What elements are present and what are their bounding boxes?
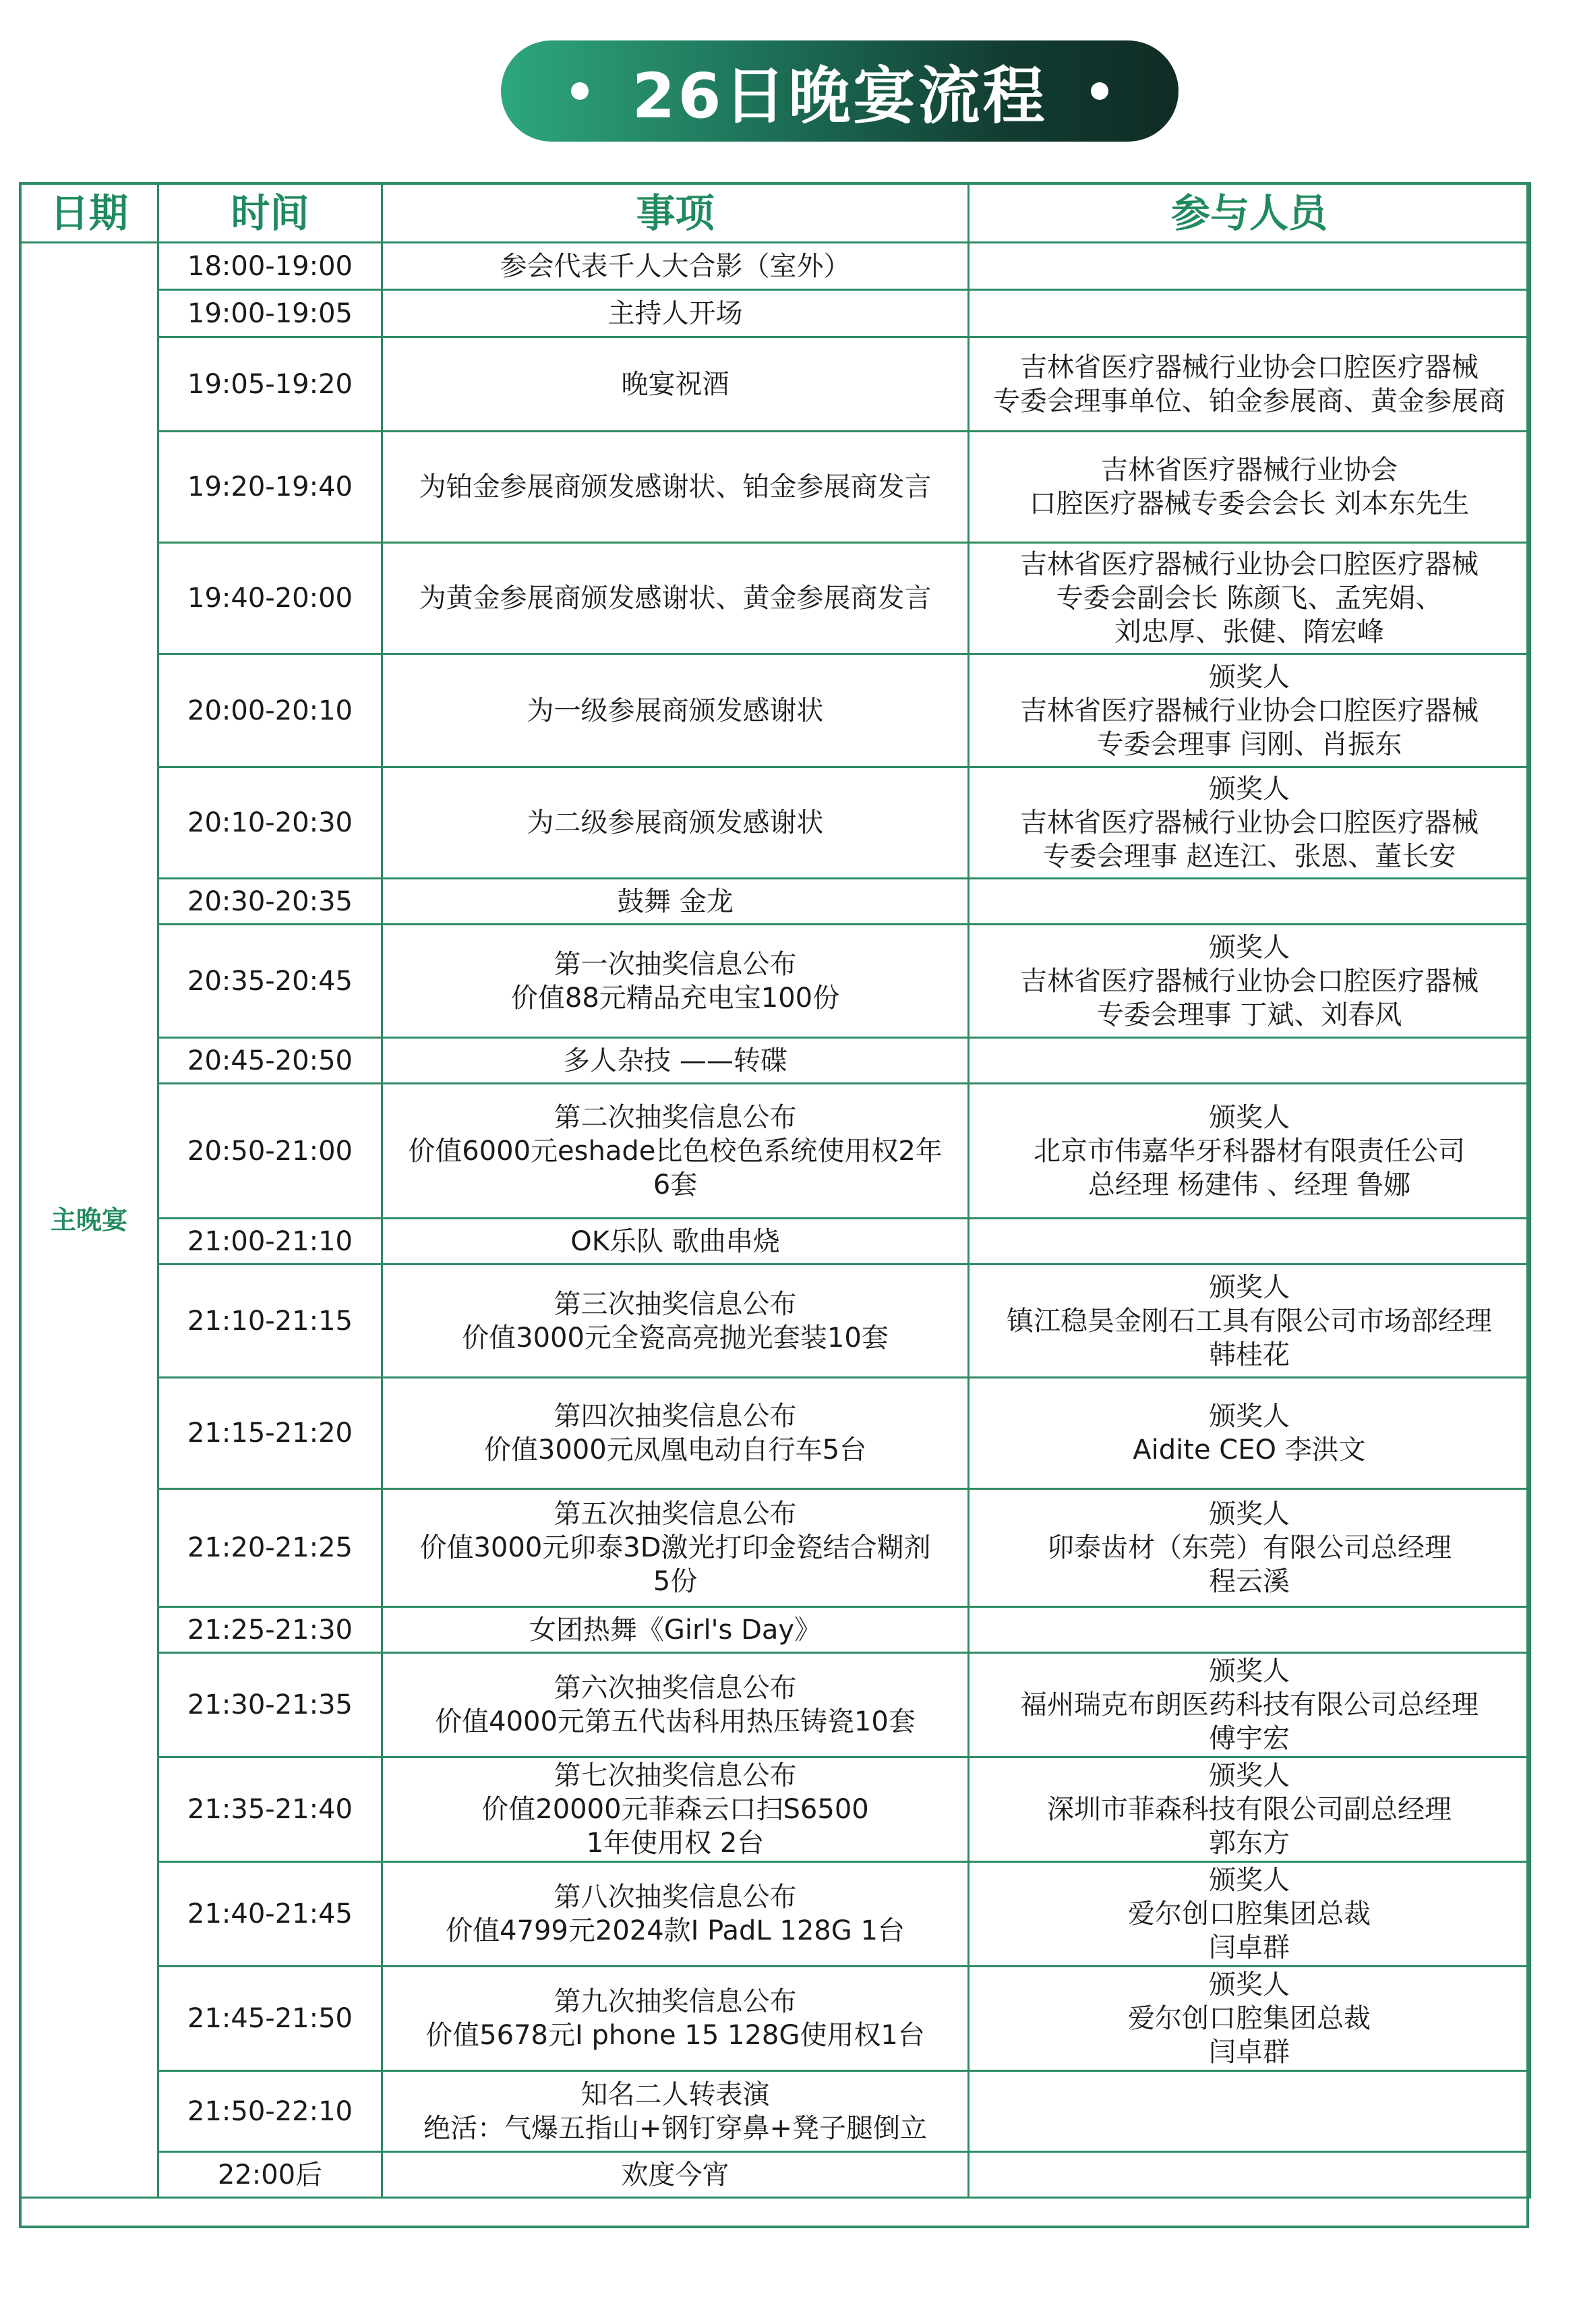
time-cell: 18:00-19:00 xyxy=(158,243,382,290)
time-cell: 21:45-21:50 xyxy=(158,1967,382,2071)
item-cell: 鼓舞 金龙 xyxy=(382,879,969,925)
table-row xyxy=(20,1967,1530,2071)
table-row xyxy=(20,879,1530,925)
header-date: 日期 xyxy=(20,183,158,243)
table-row xyxy=(20,543,1530,654)
people-cell xyxy=(969,243,1530,290)
item-cell: 第五次抽奖信息公布 价值3000元卯泰3D激光打印金瓷结合糊剂 5份 xyxy=(382,1489,969,1607)
table-row xyxy=(20,1038,1530,1084)
time-cell: 21:25-21:30 xyxy=(158,1607,382,1653)
item-cell: 第八次抽奖信息公布 价值4799元2024款I PadL 128G 1台 xyxy=(382,1862,969,1967)
table-header-row xyxy=(20,183,1530,243)
table-row xyxy=(20,1757,1530,1862)
schedule-table xyxy=(19,182,1531,2199)
item-cell: 为黄金参展商颁发感谢状、黄金参展商发言 xyxy=(382,543,969,654)
item-cell: 女团热舞《Girl's Day》 xyxy=(382,1607,969,1653)
people-cell xyxy=(969,290,1530,337)
people-cell xyxy=(969,879,1530,925)
header-people: 参与人员 xyxy=(969,183,1530,243)
people-cell: 吉林省医疗器械行业协会口腔医疗器械 专委会理事单位、铂金参展商、黄金参展商 xyxy=(969,337,1530,432)
time-cell: 21:30-21:35 xyxy=(158,1653,382,1757)
time-cell: 20:30-20:35 xyxy=(158,879,382,925)
item-cell: 第四次抽奖信息公布 价值3000元凤凰电动自行车5台 xyxy=(382,1378,969,1489)
people-cell xyxy=(969,1607,1530,1653)
header-item: 事项 xyxy=(382,183,969,243)
time-cell: 21:00-21:10 xyxy=(158,1219,382,1265)
time-cell: 20:50-21:00 xyxy=(158,1084,382,1219)
people-cell: 颁奖人 深圳市菲森科技有限公司副总经理 郭东方 xyxy=(969,1757,1530,1862)
time-cell: 22:00后 xyxy=(158,2152,382,2198)
item-cell: 晚宴祝酒 xyxy=(382,337,969,432)
item-cell: 第二次抽奖信息公布 价值6000元eshade比色校色系统使用权2年 6套 xyxy=(382,1084,969,1219)
bullet-dot-icon xyxy=(1091,82,1108,100)
table-row xyxy=(20,1607,1530,1653)
header-time: 时间 xyxy=(158,183,382,243)
item-cell: 第七次抽奖信息公布 价值20000元菲森云口扫S6500 1年使用权 2台 xyxy=(382,1757,969,1862)
table-row xyxy=(20,432,1530,543)
people-cell: 颁奖人 吉林省医疗器械行业协会口腔医疗器械 专委会理事 赵连江、张恩、董长安 xyxy=(969,767,1530,879)
item-cell: 欢度今宵 xyxy=(382,2152,969,2198)
people-cell: 颁奖人 镇江稳昊金刚石工具有限公司市场部经理 韩桂花 xyxy=(969,1265,1530,1378)
time-cell: 21:10-21:15 xyxy=(158,1265,382,1378)
people-cell xyxy=(969,1219,1530,1265)
item-cell: 第九次抽奖信息公布 价值5678元I phone 15 128G使用权1台 xyxy=(382,1967,969,2071)
time-cell: 19:40-20:00 xyxy=(158,543,382,654)
item-cell: 主持人开场 xyxy=(382,290,969,337)
item-cell: 第三次抽奖信息公布 价值3000元全瓷高亮抛光套装10套 xyxy=(382,1265,969,1378)
time-cell: 21:40-21:45 xyxy=(158,1862,382,1967)
time-cell: 20:35-20:45 xyxy=(158,925,382,1038)
people-cell xyxy=(969,2071,1530,2152)
time-cell: 19:05-19:20 xyxy=(158,337,382,432)
time-cell: 19:20-19:40 xyxy=(158,432,382,543)
table-row xyxy=(20,1489,1530,1607)
people-cell: 颁奖人 吉林省医疗器械行业协会口腔医疗器械 专委会理事 闫刚、肖振东 xyxy=(969,654,1530,767)
table-row xyxy=(20,290,1530,337)
item-cell: 多人杂技 ——转碟 xyxy=(382,1038,969,1084)
table-row xyxy=(20,1265,1530,1378)
page-title-banner xyxy=(501,40,1179,142)
table-row xyxy=(20,1653,1530,1757)
item-cell: 为铂金参展商颁发感谢状、铂金参展商发言 xyxy=(382,432,969,543)
table-row xyxy=(20,654,1530,767)
time-cell: 20:00-20:10 xyxy=(158,654,382,767)
table-row xyxy=(20,1862,1530,1967)
table-row xyxy=(20,2152,1530,2198)
people-cell: 颁奖人 Aidite CEO 李洪文 xyxy=(969,1378,1530,1489)
table-row xyxy=(20,243,1530,290)
people-cell: 颁奖人 吉林省医疗器械行业协会口腔医疗器械 专委会理事 丁斌、刘春风 xyxy=(969,925,1530,1038)
item-cell: 参会代表千人大合影（室外） xyxy=(382,243,969,290)
table-row xyxy=(20,925,1530,1038)
time-cell: 21:35-21:40 xyxy=(158,1757,382,1862)
item-cell: 第六次抽奖信息公布 价值4000元第五代齿科用热压铸瓷10套 xyxy=(382,1653,969,1757)
item-cell: OK乐队 歌曲串烧 xyxy=(382,1219,969,1265)
time-cell: 19:00-19:05 xyxy=(158,290,382,337)
date-cell: 主晚宴 xyxy=(20,243,158,2198)
people-cell: 吉林省医疗器械行业协会 口腔医疗器械专委会会长 刘本东先生 xyxy=(969,432,1530,543)
people-cell: 颁奖人 爱尔创口腔集团总裁 闫卓群 xyxy=(969,1862,1530,1967)
people-cell xyxy=(969,1038,1530,1084)
item-cell: 知名二人转表演 绝活：气爆五指山+钢钉穿鼻+凳子腿倒立 xyxy=(382,2071,969,2152)
people-cell: 颁奖人 卯泰齿材（东莞）有限公司总经理 程云溪 xyxy=(969,1489,1530,1607)
time-cell: 21:15-21:20 xyxy=(158,1378,382,1489)
page-title: 26日晚宴流程 xyxy=(632,60,1048,132)
table-row xyxy=(20,1378,1530,1489)
time-cell: 20:45-20:50 xyxy=(158,1038,382,1084)
item-cell: 第一次抽奖信息公布 价值88元精品充电宝100份 xyxy=(382,925,969,1038)
bullet-dot-icon xyxy=(571,82,589,100)
table-row xyxy=(20,767,1530,879)
time-cell: 21:50-22:10 xyxy=(158,2071,382,2152)
item-cell: 为一级参展商颁发感谢状 xyxy=(382,654,969,767)
table-row xyxy=(20,1084,1530,1219)
item-cell: 为二级参展商颁发感谢状 xyxy=(382,767,969,879)
schedule-body xyxy=(20,243,1530,2198)
people-cell: 颁奖人 北京市伟嘉华牙科器材有限责任公司 总经理 杨建伟 、经理 鲁娜 xyxy=(969,1084,1530,1219)
table-row xyxy=(20,1219,1530,1265)
table-row xyxy=(20,2071,1530,2152)
table-row xyxy=(20,337,1530,432)
time-cell: 21:20-21:25 xyxy=(158,1489,382,1607)
people-cell: 颁奖人 爱尔创口腔集团总裁 闫卓群 xyxy=(969,1967,1530,2071)
people-cell: 吉林省医疗器械行业协会口腔医疗器械 专委会副会长 陈颜飞、孟宪娟、 刘忠厚、张健、隋宏峰 xyxy=(969,543,1530,654)
people-cell xyxy=(969,2152,1530,2198)
people-cell: 颁奖人 福州瑞克布朗医药科技有限公司总经理 傅宇宏 xyxy=(969,1653,1530,1757)
time-cell: 20:10-20:30 xyxy=(158,767,382,879)
